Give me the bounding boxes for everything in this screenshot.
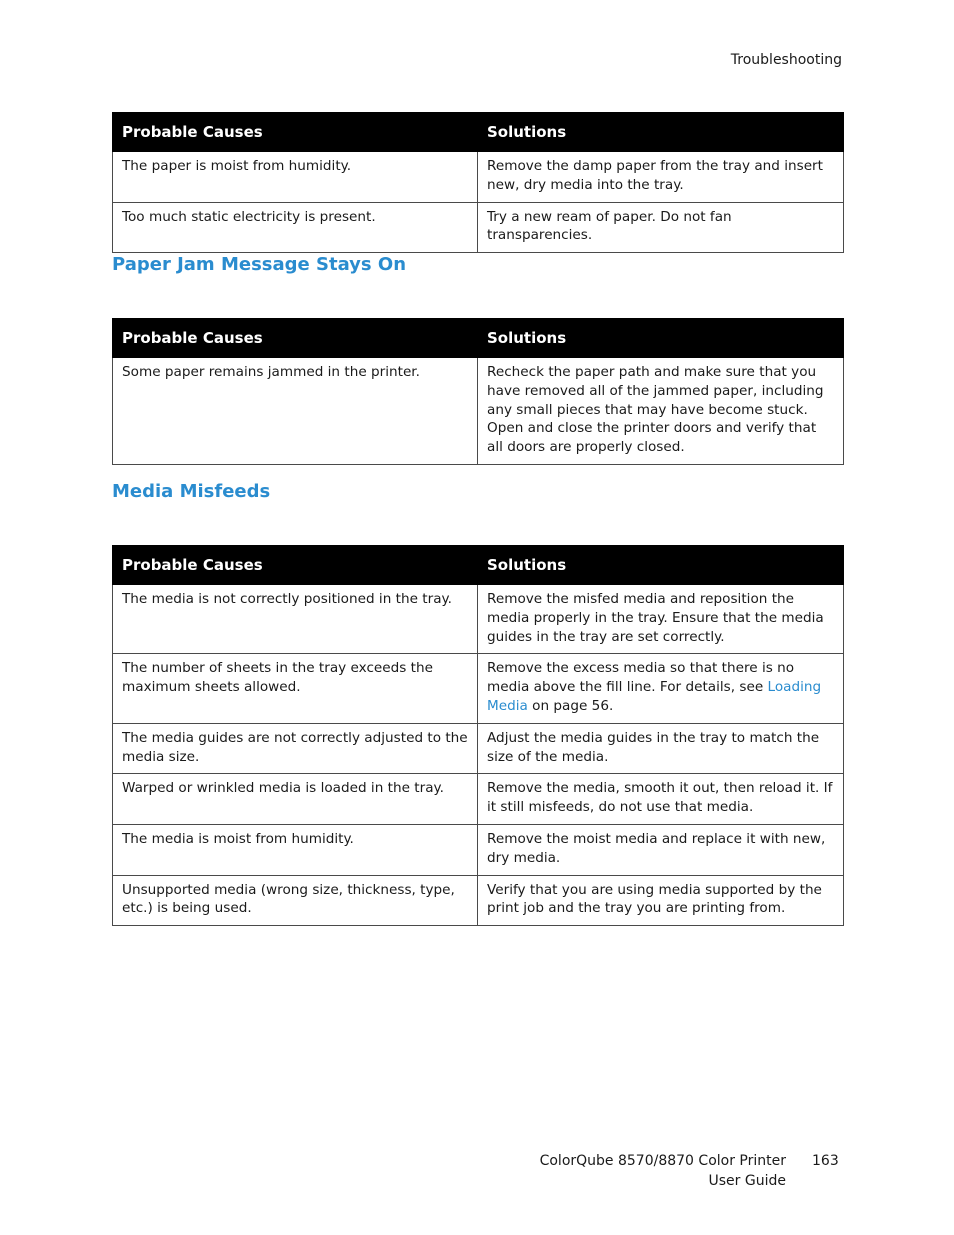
footer-doc-name: User Guide xyxy=(708,1172,786,1189)
column-header-solutions: Solutions xyxy=(478,546,844,585)
solution-cell: Remove the moist media and replace it with new, dry media. xyxy=(478,824,844,875)
solution-cell xyxy=(478,654,844,723)
table-row xyxy=(113,585,844,654)
causes-table-paper-jam-message xyxy=(112,318,844,465)
table-row xyxy=(113,875,844,926)
causes-table-media-misfeeds xyxy=(112,545,844,926)
solution-cell: Recheck the paper path and make sure that you have removed all of the jammed paper, including any small pieces that may have become stuck. Open and close the printer doors and verify that all doors are properly closed. xyxy=(478,358,844,465)
column-header-causes: Probable Causes xyxy=(113,546,478,585)
loading-media-link[interactable]: Loading Media xyxy=(487,679,822,714)
cause-cell: The media is not correctly positioned in the tray. xyxy=(113,585,478,654)
section-title-media-misfeeds: Media Misfeeds xyxy=(112,481,271,502)
cause-cell: The media is moist from humidity. xyxy=(113,824,478,875)
solution-cell: Adjust the media guides in the tray to match the size of the media. xyxy=(478,723,844,774)
solution-cell: Remove the damp paper from the tray and insert new, dry media into the tray. xyxy=(478,152,844,203)
cause-cell: Warped or wrinkled media is loaded in the tray. xyxy=(113,774,478,825)
table-row xyxy=(113,358,844,465)
cause-cell: The number of sheets in the tray exceeds the maximum sheets allowed. xyxy=(113,654,478,723)
solution-cell: Remove the misfed media and reposition the media properly in the tray. Ensure that the media guides in the tray are set correctly. xyxy=(478,585,844,654)
table-row xyxy=(113,774,844,825)
solution-text: Remove the excess media so that there is no media above the fill line. For details, see xyxy=(487,660,795,696)
solution-cell: Verify that you are using media supported by the print job and the tray you are printing from. xyxy=(478,875,844,926)
cause-cell: Unsupported media (wrong size, thickness, type, etc.) is being used. xyxy=(113,875,478,926)
table-header-row xyxy=(113,319,844,358)
footer-product-info xyxy=(540,1152,786,1191)
column-header-causes: Probable Causes xyxy=(113,113,478,152)
table-row xyxy=(113,723,844,774)
table-row xyxy=(113,824,844,875)
section-title-paper-jam-message: Paper Jam Message Stays On xyxy=(112,254,407,275)
causes-table-paper-jams xyxy=(112,112,844,253)
cause-cell: The media guides are not correctly adjusted to the media size. xyxy=(113,723,478,774)
page-number: 163 xyxy=(812,1153,839,1169)
running-header: Troubleshooting xyxy=(730,52,842,68)
table-row xyxy=(113,202,844,253)
cause-cell: Some paper remains jammed in the printer. xyxy=(113,358,478,465)
solution-text: on page 56. xyxy=(527,697,614,714)
footer-product-name: ColorQube 8570/8870 Color Printer xyxy=(539,1153,786,1169)
solution-cell: Try a new ream of paper. Do not fan transparencies. xyxy=(478,202,844,253)
table-row xyxy=(113,152,844,203)
table-row xyxy=(113,654,844,723)
cause-cell: The paper is moist from humidity. xyxy=(113,152,478,203)
table-header-row xyxy=(113,546,844,585)
cause-cell: Too much static electricity is present. xyxy=(113,202,478,253)
column-header-solutions: Solutions xyxy=(478,113,844,152)
table-header-row xyxy=(113,113,844,152)
solution-cell: Remove the media, smooth it out, then reload it. If it still misfeeds, do not use that media. xyxy=(478,774,844,825)
column-header-solutions: Solutions xyxy=(478,319,844,358)
column-header-causes: Probable Causes xyxy=(113,319,478,358)
